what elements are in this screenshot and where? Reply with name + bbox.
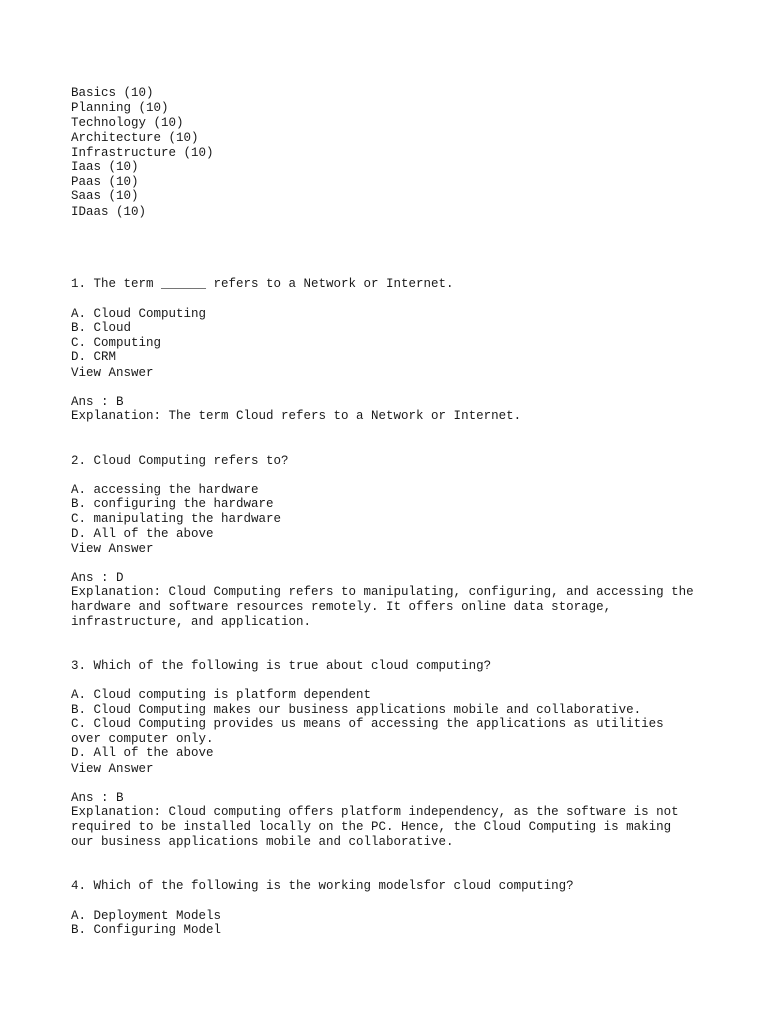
question-1-explanation-line-1: Explanation: The term Cloud refers to a Network or Internet. (71, 409, 522, 423)
question-3-text: 3. Which of the following is true about cloud computing? (71, 659, 492, 673)
question-2-explanation-line-3: infrastructure, and application. (71, 615, 312, 629)
category-basics: Basics (10) (71, 86, 154, 100)
question-3-explanation-line-3: our business applications mobile and collaborative. (71, 835, 454, 849)
question-1-text: 1. The term ______ refers to a Network or Internet. (71, 277, 454, 291)
question-2-text: 2. Cloud Computing refers to? (71, 454, 289, 468)
question-2-option-d: D. All of the above (71, 527, 214, 541)
question-2-option-a: A. accessing the hardware (71, 483, 259, 497)
question-1-option-a: A. Cloud Computing (71, 307, 207, 321)
question-3-explanation-line-1: Explanation: Cloud computing offers platform independency, as the software is not (71, 805, 679, 819)
question-3-view-answer: View Answer (71, 762, 154, 776)
question-3-option-a: A. Cloud computing is platform dependent (71, 688, 372, 702)
category-architecture: Architecture (10) (71, 131, 199, 145)
question-2-option-b: B. configuring the hardware (71, 497, 274, 511)
question-2-explanation-line-1: Explanation: Cloud Computing refers to manipulating, configuring, and accessing the (71, 585, 694, 599)
question-3-option-c: C. Cloud Computing provides us means of accessing the applications as utilities (71, 717, 664, 731)
category-saas: Saas (10) (71, 189, 139, 203)
question-2-answer: Ans : D (71, 571, 124, 585)
question-1-view-answer: View Answer (71, 366, 154, 380)
question-1-option-d: D. CRM (71, 350, 117, 364)
question-1-option-b: B. Cloud (71, 321, 132, 335)
question-2-option-c: C. manipulating the hardware (71, 512, 282, 526)
category-iaas: Iaas (10) (71, 160, 139, 174)
question-3-option-c-continued: over computer only. (71, 732, 214, 746)
category-idaas: IDaas (10) (71, 205, 147, 219)
question-1-option-c: C. Computing (71, 336, 162, 350)
category-planning: Planning (10) (71, 101, 169, 115)
category-paas: Paas (10) (71, 175, 139, 189)
category-infrastructure: Infrastructure (10) (71, 146, 214, 160)
question-4-option-b: B. Configuring Model (71, 923, 222, 937)
question-2-view-answer: View Answer (71, 542, 154, 556)
question-4-text: 4. Which of the following is the working modelsfor cloud computing? (71, 879, 574, 893)
category-technology: Technology (10) (71, 116, 184, 130)
question-2-explanation-line-2: hardware and software resources remotely. It offers online data storage, (71, 600, 612, 614)
question-3-option-b: B. Cloud Computing makes our business applications mobile and collaborative. (71, 703, 642, 717)
question-1-answer: Ans : B (71, 395, 124, 409)
question-3-option-d: D. All of the above (71, 746, 214, 760)
question-3-answer: Ans : B (71, 791, 124, 805)
question-4-option-a: A. Deployment Models (71, 909, 222, 923)
question-3-explanation-line-2: required to be installed locally on the PC. Hence, the Cloud Computing is making (71, 820, 672, 834)
